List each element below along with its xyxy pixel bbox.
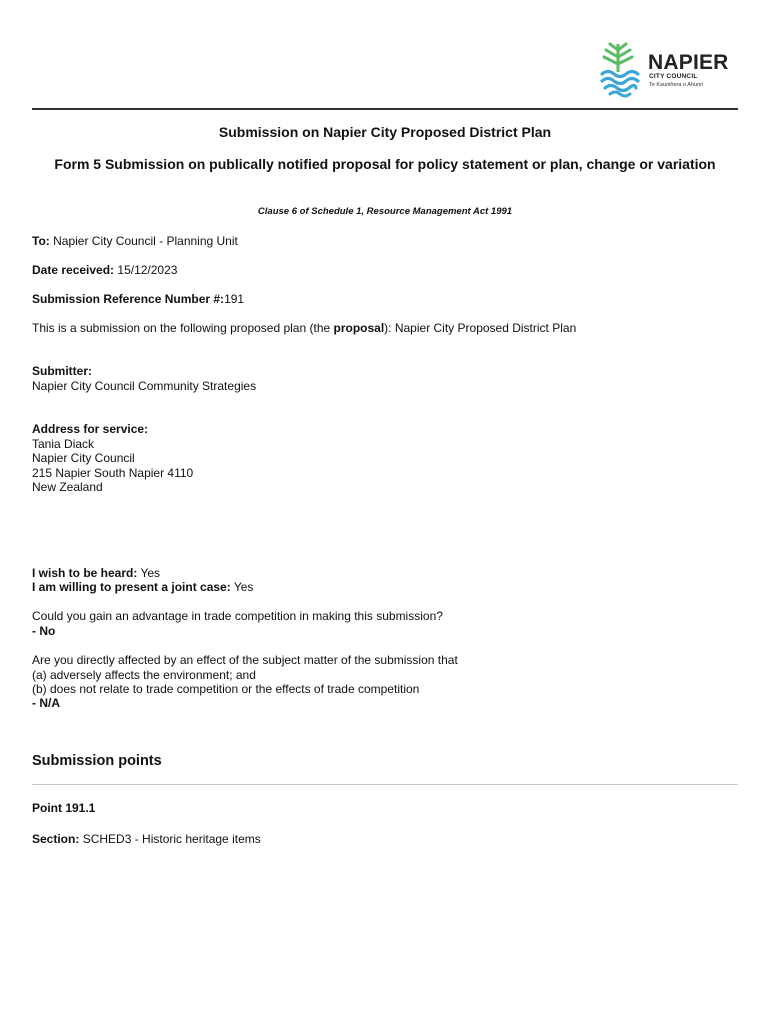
reference-label: Submission Reference Number #: [32,292,225,306]
heard-value: Yes [140,566,161,580]
napier-city-council-logo [598,42,728,98]
affected-condition-b: (b) does not relate to trade competition or the effects of trade competition [32,682,420,696]
trade-answer: - No [32,624,56,638]
address-line: New Zealand [32,480,103,494]
date-value: 15/12/2023 [117,263,178,277]
reference-value: 191 [224,292,245,306]
joint-label: I am willing to present a joint case: [32,580,231,594]
proposal-keyword: proposal [333,321,385,335]
joint-value: Yes [233,580,254,594]
address-line: Napier City Council [32,451,135,465]
points-divider [32,784,738,785]
trade-question: Could you gain an advantage in trade competition in making this submission? [32,609,443,623]
affected-condition-a: (a) adversely affects the environment; and [32,668,256,682]
date-received-field [32,263,177,278]
proposal-statement [32,321,576,336]
address-label: Address for service: [32,422,149,436]
proposal-suffix: ): Napier City Proposed District Plan [384,321,577,335]
document-title: Submission on Napier City Proposed District Plan [218,124,552,140]
napier-emblem-icon [598,42,642,98]
wish-to-be-heard [32,566,160,581]
logo-maori-name: Te Kaunihera o Ahuriri [649,82,704,88]
legal-clause: Clause 6 of Schedule 1, Resource Management Act 1991 [257,206,513,217]
affected-question: Are you directly affected by an effect of the subject matter of the submission that [32,653,458,667]
date-label: Date received: [32,263,115,277]
section-field [32,832,261,847]
submitter-label: Submitter: [32,364,92,378]
section-value: SCHED3 - Historic heritage items [82,832,261,846]
to-field [32,234,238,249]
to-label: To: [32,234,50,248]
to-value: Napier City Council - Planning Unit [53,234,238,248]
form-title: Form 5 Submission on publically notified proposal for policy statement or plan, change or variation [54,156,716,172]
point-label: Point 191.1 [32,801,96,815]
proposal-prefix: This is a submission on the following proposed plan (the [32,321,334,335]
address-line: 215 Napier South Napier 4110 [32,466,194,480]
submission-points-heading: Submission points [32,753,162,769]
section-label: Section: [32,832,80,846]
header-divider [32,108,738,110]
joint-case [32,580,253,595]
address-line: Tania Diack [32,437,95,451]
affected-answer: - N/A [32,696,60,710]
heard-label: I wish to be heard: [32,566,138,580]
reference-number-field [32,292,244,307]
submitter-name: Napier City Council Community Strategies [32,379,257,393]
logo-subline: CITY COUNCIL [649,73,698,80]
logo-wordmark: NAPIER [648,51,729,74]
